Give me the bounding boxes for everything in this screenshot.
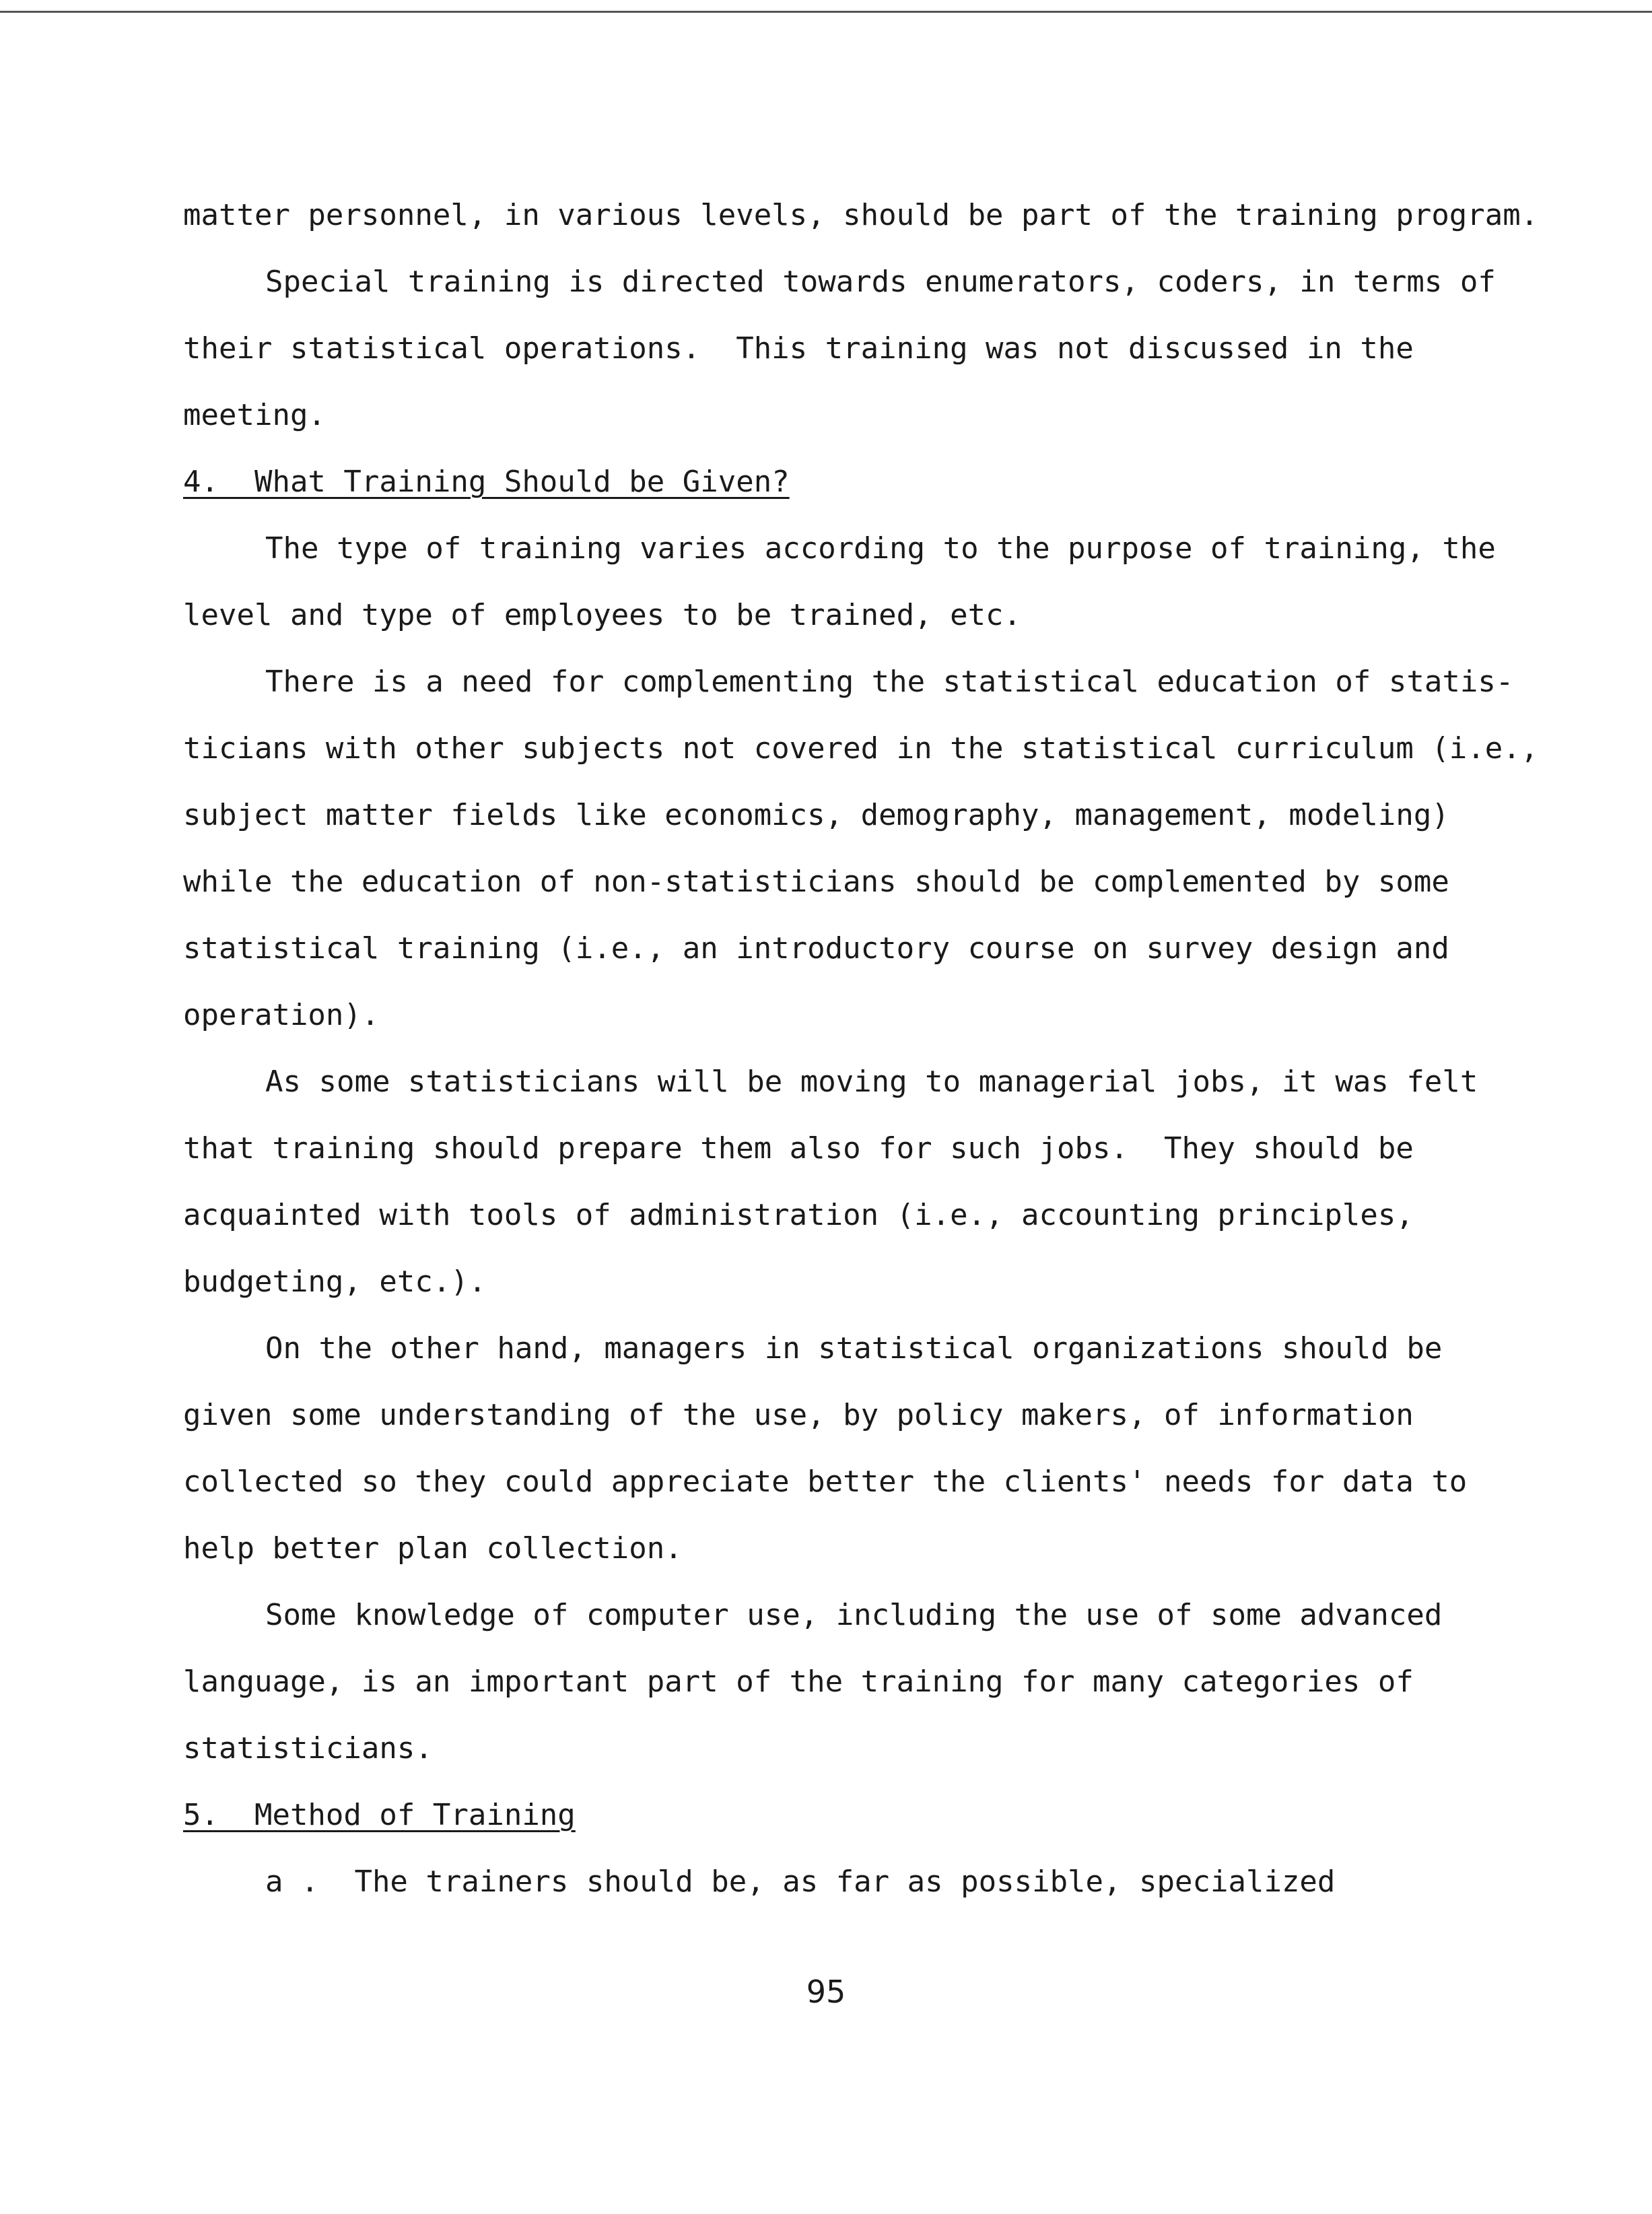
text-line: while the education of non-statisticians should be complemented by some	[183, 865, 1449, 899]
paragraph-start-special-training: Special training is directed towards enumerators, coders, in terms of	[265, 265, 1496, 299]
section-heading-4	[183, 448, 1462, 515]
document-body	[183, 182, 1539, 1915]
text-line: matter personnel, in various levels, should be part of the training program.	[183, 198, 1539, 232]
text-line: collected so they could appreciate better the clients' needs for data to	[183, 1465, 1468, 1499]
page-number: 95	[806, 1974, 846, 2010]
text-line: ticians with other subjects not covered in the statistical curriculum (i.e.,	[183, 731, 1539, 766]
text-line: acquainted with tools of administration (i.e., accounting principles,	[183, 1198, 1414, 1232]
text-line: their statistical operations. This training was not discussed in the	[183, 331, 1414, 366]
text-line: budgeting, etc.).	[183, 1265, 487, 1299]
list-item-a: a . The trainers should be, as far as possible, specialized	[265, 1865, 1336, 1899]
text-line: language, is an important part of the training for many categories of	[183, 1665, 1414, 1699]
top-border-rule	[0, 11, 1652, 13]
text-line: operation).	[183, 998, 380, 1032]
section-heading-5	[183, 1782, 1462, 1848]
text-line: that training should prepare them also for such jobs. They should be	[183, 1131, 1414, 1166]
text-line: given some understanding of the use, by policy makers, of information	[183, 1398, 1414, 1432]
paragraph-start-computer-use: Some knowledge of computer use, including the use of some advanced	[265, 1598, 1443, 1632]
section-heading-5-text: 5. Method of Training	[183, 1798, 576, 1832]
text-line: meeting.	[183, 398, 326, 432]
text-line: level and type of employees to be trained, etc.	[183, 598, 1022, 632]
section-heading-4-text: 4. What Training Should be Given?	[183, 465, 790, 499]
text-line: help better plan collection.	[183, 1531, 683, 1566]
text-line: statisticians.	[183, 1731, 433, 1766]
text-line: statistical training (i.e., an introductory course on survey design and	[183, 931, 1449, 966]
text-line: subject matter fields like economics, demography, management, modeling)	[183, 798, 1449, 832]
paragraph-start-type-of-training: The type of training varies according to the purpose of training, the	[265, 531, 1496, 566]
paragraph-start-managerial-jobs: As some statisticians will be moving to managerial jobs, it was felt	[265, 1065, 1478, 1099]
paragraph-start-managers: On the other hand, managers in statistical organizations should be	[265, 1331, 1443, 1366]
paragraph-start-complementing: There is a need for complementing the statistical education of statis-	[265, 665, 1514, 699]
